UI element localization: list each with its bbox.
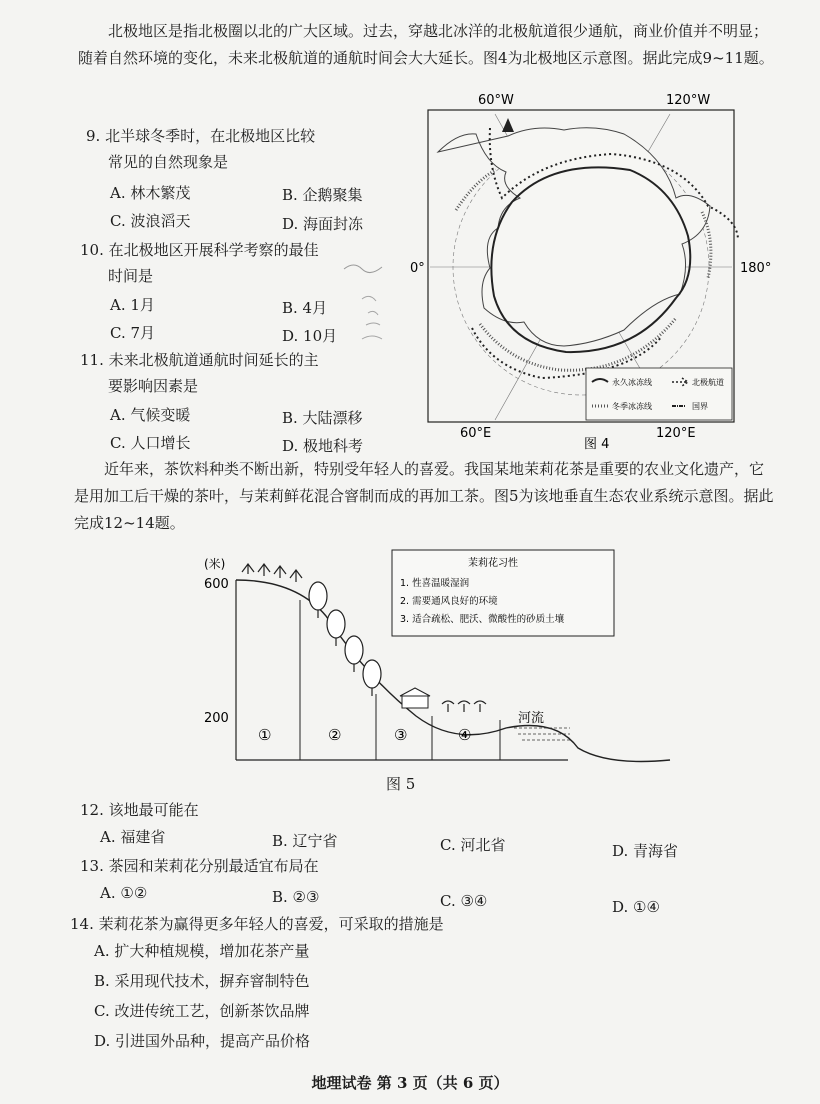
q14-stem: 14. 茉莉花茶为赢得更多年轻人的喜爱，可采取的措施是	[70, 915, 444, 933]
q14-option-c: C. 改进传统工艺，创新茶饮品牌	[94, 1002, 310, 1020]
label-60e: 60°E	[460, 426, 492, 441]
q9-stem-line2: 常见的自然现象是	[108, 153, 229, 171]
q11-option-a: A. 气候变暖	[110, 406, 191, 424]
forest-trees	[309, 582, 381, 696]
zone-1-label: ①	[258, 726, 272, 744]
q10-option-a: A. 1月	[110, 296, 155, 314]
q9-option-b: B. 企鹅聚集	[282, 186, 363, 204]
farmhouse-icon	[400, 688, 430, 708]
q14-option-b: B. 采用现代技术，摒弃窨制特色	[94, 972, 310, 990]
zone-3-label: ③	[394, 726, 408, 744]
figure-5-caption: 图 5	[386, 775, 416, 793]
q11-option-b: B. 大陆漂移	[282, 409, 363, 427]
pencil-scribbles	[340, 255, 410, 365]
habit-3: 3. 适合疏松、肥沃、微酸性的砂质土壤	[400, 614, 565, 625]
intro-paragraph-jasmine-tea: 近年来，茶饮料种类不断出新，特别受年轻人的喜爱。我国某地茉莉花茶是重要的农业文化遗产，它是用加工后干燥的茶叶，与茉莉鲜花混合窨制而成的再加工茶。图5为该地垂直生态农业系统示意图。据此完成12~14题。	[74, 460, 774, 532]
q9-option-d: D. 海面封冻	[282, 215, 364, 233]
q12-option-c: C. 河北省	[440, 836, 506, 854]
zone-2-label: ②	[328, 726, 342, 744]
q10-stem-line1: 10. 在北极地区开展科学考察的最佳	[80, 241, 319, 259]
river	[514, 710, 570, 740]
q10-stem-line2: 时间是	[108, 267, 154, 285]
route-arrow-icon	[502, 118, 514, 132]
q12-option-b: B. 辽宁省	[272, 832, 338, 850]
map-caption: 图 4	[584, 437, 610, 452]
figure-5-vertical-agriculture	[196, 544, 626, 794]
arctic-map-svg	[410, 92, 785, 452]
q12-option-d: D. 青海省	[612, 842, 679, 860]
q11-option-c: C. 人口增长	[110, 434, 191, 452]
q13-option-a: A. ①②	[100, 884, 148, 902]
q10-option-b: B. 4月	[282, 299, 328, 317]
page-footer: 地理试卷 第 3 页（共 6 页）	[311, 1074, 509, 1092]
q11-option-d: D. 极地科考	[282, 437, 364, 455]
q9-option-a: A. 林木繁茂	[110, 184, 191, 202]
y-tick-600: 600	[204, 577, 229, 592]
q12-stem: 12. 该地最可能在	[80, 801, 199, 819]
q9-option-c: C. 波浪滔天	[110, 212, 191, 230]
river-label: 河流	[518, 711, 545, 726]
figure-5-svg	[196, 544, 626, 794]
q13-option-b: B. ②③	[272, 888, 320, 906]
legend-perennial-label: 永久冰冻线	[612, 378, 652, 387]
y-axis-unit: (米)	[204, 557, 226, 571]
tea-bushes	[442, 701, 486, 712]
label-60w: 60°W	[478, 93, 514, 108]
label-0: 0°	[410, 261, 425, 276]
label-180: 180°	[740, 261, 772, 276]
q14-option-d: D. 引进国外品种，提高产品价格	[94, 1032, 311, 1050]
q13-option-c: C. ③④	[440, 892, 488, 910]
q13-stem: 13. 茶园和茉莉花分别最适宜布局在	[80, 857, 319, 875]
habit-1: 1. 性喜温暖湿润	[400, 578, 470, 589]
habits-title: 茉莉花习性	[468, 558, 518, 569]
q14-option-a: A. 扩大种植规模，增加花茶产量	[94, 942, 310, 960]
q9-stem-line1: 9. 北半球冬季时，在北极地区比较	[86, 127, 316, 145]
figure-4-arctic-map	[410, 92, 785, 452]
map-legend	[586, 368, 732, 420]
intro-paragraph-arctic: 北极地区是指北极圈以北的广大区域。过去，穿越北冰洋的北极航道很少通航，商业价值并不明显；随着自然环境的变化，未来北极航道的通航时间会大大延长。图4为北极地区示意图。据此完成9~11题。	[78, 22, 774, 67]
zone-4-label: ④	[458, 726, 472, 744]
legend-border-label: 国界	[692, 402, 708, 411]
legend-seasonal-label: 冬季冰冻线	[612, 402, 652, 411]
q11-stem-line2: 要影响因素是	[108, 377, 199, 395]
top-shrubs	[242, 564, 302, 582]
landmass-outline	[438, 128, 710, 346]
q10-option-d: D. 10月	[282, 327, 338, 345]
q11-stem-line1: 11. 未来北极航道通航时间延长的主	[80, 351, 319, 369]
legend-route-label: 北极航道	[692, 378, 724, 387]
q10-option-c: C. 7月	[110, 324, 156, 342]
jasmine-habits-box	[392, 550, 614, 636]
label-120e: 120°E	[656, 426, 696, 441]
label-120w: 120°W	[666, 93, 711, 108]
habit-2: 2. 需要通风良好的环境	[400, 596, 498, 607]
y-tick-200: 200	[204, 711, 229, 726]
q12-option-a: A. 福建省	[100, 828, 166, 846]
q13-option-d: D. ①④	[612, 898, 660, 916]
